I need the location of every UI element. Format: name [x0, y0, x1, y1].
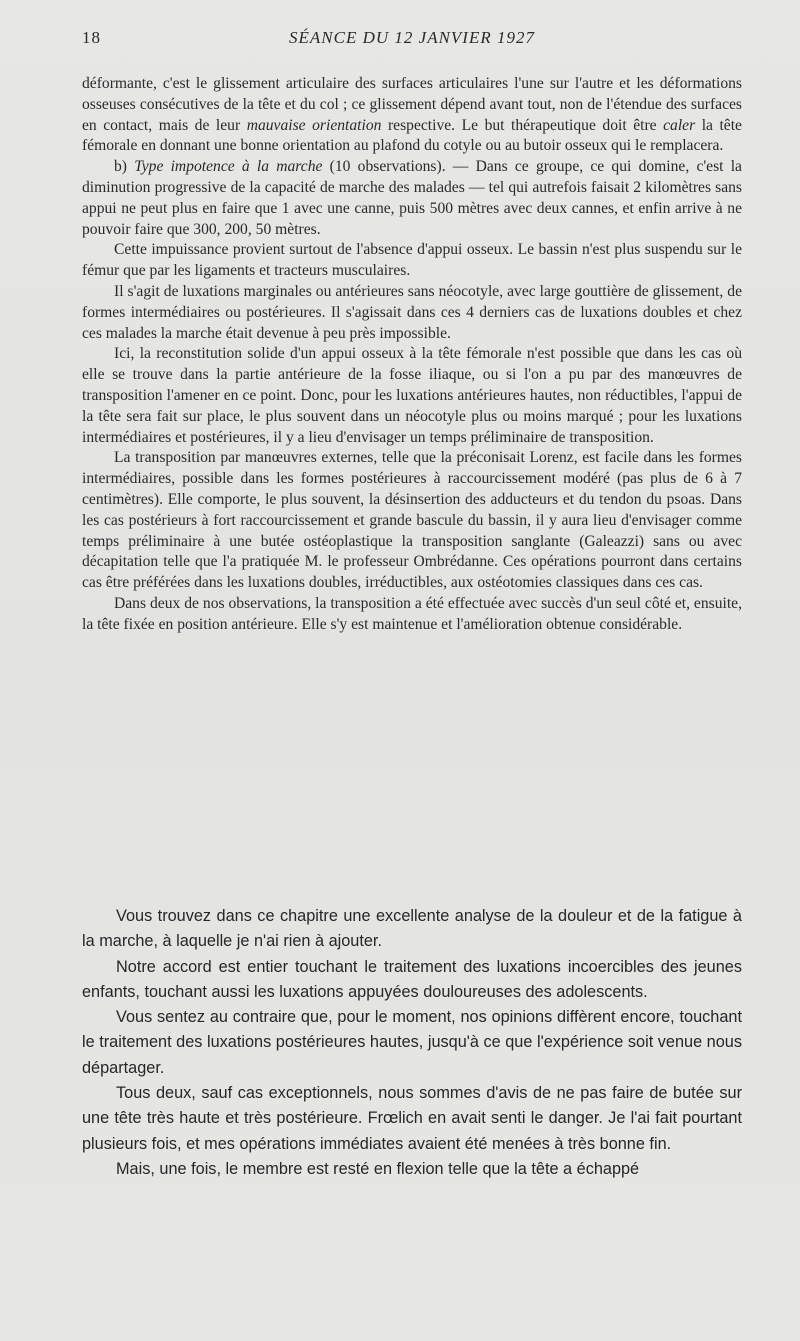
paragraph: Notre accord est entier touchant le traitement des luxations incoercibles des jeunes enfants, touchant aussi les luxations appuyées douloureuses des adolescents. — [82, 957, 742, 1001]
page-number: 18 — [82, 28, 101, 47]
paragraph: Vous trouvez dans ce chapitre une excellente analyse de la douleur et de la fatigue à la marche, à laquelle je n'ai rien à ajouter. — [82, 907, 742, 951]
paragraph: déformante, c'est le glissement articulaire des surfaces articulaires l'une sur l'autre et les déformations osseuses consécutives de la tête et du col ; ce glissement dépend avant tout, non de l'étendue des surfaces en contact, mais de leur mauvaise orientation respective. Le but thérapeutique doit être caler la tête fémorale en donnant une bonne orientation au plafond du cotyle ou au butoir osseux qui le remplacera. — [82, 75, 742, 155]
paragraph: Ici, la reconstitution solide d'un appui osseux à la tête fémorale n'est possible que dans les cas où elle se trouve dans la partie antérieure de la fosse iliaque, ou si l'on a pu par des manœuvres de transposition l'amener en ce point. Donc, pour les luxations antérieures hautes, non réductibles, l'appui de la tête sera fait sur place, le plus souvent dans un néocotyle plus ou moins marqué ; pour les luxations intermédiaires et postérieures, il y a lieu d'envisager un temps préliminaire de transposition. — [82, 345, 742, 446]
paragraph: Mais, une fois, le membre est resté en flexion telle que la tête a échappé — [116, 1159, 640, 1178]
paragraph: b) Type impotence à la marche (10 observations). — Dans ce groupe, ce qui domine, c'est la diminution progressive de la capacité de marche des malades — tel qui autrefois faisait 2 kilomètres sans appui ne peut plus en faire que 1 avec une canne, puis 500 mètres avec deux cannes, et enfin arrive à ne pouvoir faire que 300, 200, 50 mètres. — [82, 158, 742, 238]
running-title: SÉANCE DU 12 JANVIER 1927 — [289, 28, 535, 47]
commentary — [82, 904, 742, 1182]
page-header — [82, 28, 742, 52]
paragraph: Tous deux, sauf cas exceptionnels, nous sommes d'avis de ne pas faire de butée sur une tête très haute et très postérieure. Frœlich en avait senti le danger. Je l'ai fait pourtant plusieurs fois, et mes opérations immédiates avaient été menées à très bonne fin. — [82, 1084, 742, 1153]
paragraph: La transposition par manœuvres externes, telle que la préconisait Lorenz, est facile dans les formes intermédiaires, possible dans les formes postérieures à raccourcissement modéré (pas plus de 6 à 7 centimètres). Elle comporte, le plus souvent, la désinsertion des adducteurs et du tendon du psoas. Dans les cas postérieurs à fort raccourcissement et grande bascule du bassin, il y aura lieu d'envisager comme temps préliminaire à une butée ostéoplastique la transposition sanglante (Galeazzi) sans ou avec décapitation telle que l'a pratiquée M. le professeur Ombrédanne. Ces opérations pourront dans certains cas être préférées dans les luxations doubles, irréductibles, aux ostéotomies classiques dans ces cas. — [82, 449, 742, 592]
paragraph: Dans deux de nos observations, la transposition a été effectuée avec succès d'un seul côté et, ensuite, la tête fixée en position antérieure. Elle s'y est maintenue et l'amélioration obtenue considérable. — [82, 594, 742, 633]
report-excerpt — [82, 74, 742, 636]
paragraph: Cette impuissance provient surtout de l'absence d'appui osseux. Le bassin n'est plus suspendu sur le fémur que par les ligaments et tracteurs musculaires. — [82, 241, 742, 280]
paragraph: Vous sentez au contraire que, pour le moment, nos opinions diffèrent encore, touchant le traitement des luxations postérieures hautes, jusqu'à ce que l'expérience soit venue nous départager. — [82, 1008, 742, 1077]
paragraph: Il s'agit de luxations marginales ou antérieures sans néocotyle, avec large gouttière de glissement, de formes intermédiaires ou postérieures. Il s'agissait dans ces 4 derniers cas de luxations doubles et chez ces malades la marche était devenue à peu près impossible. — [82, 282, 742, 342]
